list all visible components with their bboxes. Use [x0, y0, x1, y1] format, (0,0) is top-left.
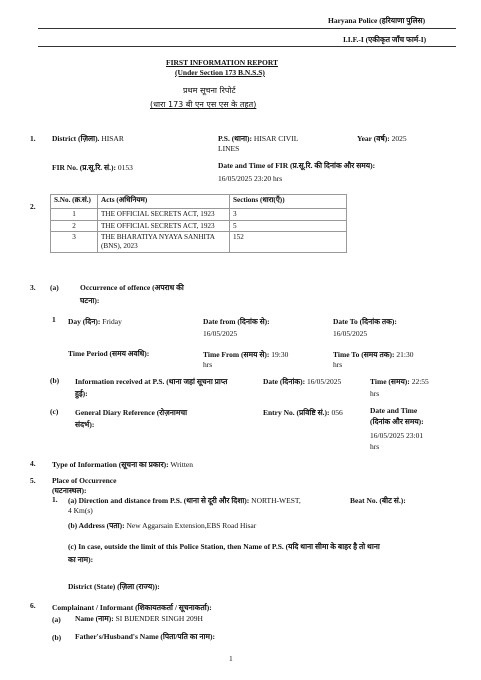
title-en: FIRST INFORMATION REPORT: [166, 58, 278, 67]
row-sno: 2: [51, 220, 98, 232]
info-date-value: 16/05/2025: [307, 377, 342, 386]
info-time-row: [370, 378, 429, 387]
s6a-label: (a): [52, 615, 61, 624]
time-from-row: [203, 351, 288, 360]
entry-label: Entry No. (प्रविष्टि सं.):: [263, 408, 330, 417]
info-time-value: 22:55: [411, 377, 429, 386]
page-number: 1: [229, 654, 233, 663]
day-label: Day (दिन):: [68, 317, 101, 326]
time-from-label: Time From (समय से):: [203, 350, 270, 359]
s2-num: 2.: [30, 202, 36, 211]
date-from-value: 16/05/2025: [203, 329, 238, 338]
time-period-label: Time Period (समय अवधि):: [68, 349, 150, 358]
distance-value: 4 Km(s): [68, 506, 93, 515]
date-to-value: 16/05/2025: [333, 329, 368, 338]
day-row: [68, 318, 122, 327]
gd-ref-label-cont: संदर्भ):: [75, 420, 95, 429]
col-acts: Acts (अधिनियम): [98, 195, 230, 209]
address-label: (b) Address (पता):: [68, 521, 125, 530]
table-row: [51, 209, 347, 221]
table-row: [51, 232, 347, 252]
name-row: [75, 615, 203, 624]
outside-ps-label-cont: का नाम):: [68, 555, 94, 564]
hrs-label: hrs: [273, 174, 283, 183]
row-sno: 3: [51, 232, 98, 252]
fir-label: FIR No. (प्र.सू.रि. सं.):: [52, 163, 116, 172]
s3c-label: (c): [50, 407, 59, 416]
row-act: THE OFFICIAL SECRETS ACT, 1923: [98, 209, 230, 221]
ps-value: HISAR CIVIL: [253, 134, 299, 143]
place-label: Place of Occurrence: [52, 476, 117, 485]
header-rule: [38, 28, 456, 29]
info-time-label: Time (समय):: [370, 377, 410, 386]
info-received-label-cont: हुई):: [75, 389, 88, 398]
direction-label: (a) Direction and distance from P.S. (थाना से दूरी और दिशा):: [68, 496, 250, 505]
hrs-label: hrs: [370, 389, 380, 398]
place-label-cont: (घटनास्थल):: [52, 486, 87, 495]
row-section: 5: [230, 220, 347, 232]
acts-table-header: [51, 195, 347, 209]
info-date-label: Date (दिनांक):: [263, 377, 306, 386]
row-section: 152: [230, 232, 347, 252]
s6-num: 6.: [30, 601, 36, 610]
date-to-label: Date To (दिनांक तक):: [333, 317, 397, 326]
date-from-label: Date from (दिनांक से):: [203, 317, 270, 326]
district-label: District (ज़िला).: [52, 134, 100, 143]
year-label: Year (वर्ष):: [357, 134, 390, 143]
occ-row-num: 1: [52, 315, 56, 324]
s3b-label: (b): [50, 376, 60, 385]
form-name: I.I.F.-I (एकीकृत जाँच फार्म-I): [343, 35, 427, 44]
s3a-label: (a): [50, 283, 59, 292]
gd-datetime-label: Date and Time: [370, 406, 418, 415]
time-to-value: 21:30: [396, 350, 414, 359]
ps-row: [218, 135, 298, 144]
address-row: [68, 522, 256, 531]
entry-row: [263, 409, 343, 418]
title-en-sub: (Under Section 173 B.N.S.S): [175, 68, 265, 77]
ps-label: P.S. (थाना):: [218, 134, 253, 143]
title-hi-sub: (धारा 173 बी एन एस एस के तहत): [150, 100, 257, 109]
org-name: Haryana Police (हरियाणा पुलिस): [328, 16, 426, 25]
direction-row: [68, 497, 301, 506]
hrs-label: hrs: [370, 442, 380, 451]
row-act: THE OFFICIAL SECRETS ACT, 1923: [98, 220, 230, 232]
district-row: [52, 135, 124, 144]
title-hi: प्रथम सूचना रिपोर्ट: [183, 86, 236, 95]
entry-value: 056: [331, 408, 343, 417]
fir-datetime-row: [218, 175, 282, 184]
s4-num: 4.: [30, 459, 36, 468]
beat-label: Beat No. (बीट सं.):: [350, 496, 406, 505]
fir-row: [52, 164, 133, 173]
district-state-label: District (State) (ज़िला (राज्य)):: [68, 582, 160, 591]
year-value: 2025: [391, 134, 407, 143]
info-received-label: Information received at P.S. (थाना जहां सूचना प्राप्त: [75, 377, 228, 386]
name-label: Name (नाम):: [75, 614, 114, 623]
table-row: [51, 220, 347, 232]
s6b-label: (b): [52, 633, 62, 642]
row-sno: 1: [51, 209, 98, 221]
s3-num: 3.: [30, 283, 36, 292]
place-sub-num: 1.: [52, 495, 58, 504]
row-act: THE BHARATIYA NYAYA SANHITA (BNS), 2023: [98, 232, 230, 252]
acts-table: [50, 194, 347, 253]
ps-value-cont: LINES: [218, 144, 240, 153]
time-to-label: Time To (समय तक):: [333, 350, 395, 359]
s5-num: 5.: [30, 476, 36, 485]
outside-ps-label: (c) In case, outside the limit of this Police Station, then Name of P.S. (यदि थाना सीमा के बाहर है तो थाना: [68, 542, 380, 551]
father-name-label: Father's/Husband's Name (पिता/पति का नाम):: [75, 632, 215, 641]
hrs-label: hrs: [333, 360, 343, 369]
complainant-label: Complainant / Informant (शिकायतकर्ता / सूचनाकर्ता):: [52, 603, 212, 612]
col-sections: Sections (धारा(एँ)): [230, 195, 347, 209]
row-section: 3: [230, 209, 347, 221]
time-to-row: [333, 351, 413, 360]
hrs-label: hrs: [203, 360, 213, 369]
occurrence-label: Occurrence of offence (अपराध की: [80, 283, 184, 292]
s1-num: 1.: [30, 134, 36, 143]
gd-ref-label: General Diary Reference (रोज़नामचा: [75, 408, 188, 417]
day-value: Friday: [102, 317, 122, 326]
district-value: HISAR: [101, 134, 124, 143]
fir-datetime-label: Date and Time of FIR (प्र.सू.रि. की दिनांक और समय):: [218, 161, 376, 170]
info-type-row: [52, 461, 193, 470]
col-sno: S.No. (क्र.सं.): [51, 195, 98, 209]
address-value: New Aggarsain Extension,EBS Road Hisar: [126, 521, 257, 530]
fir-value: 0153: [117, 163, 133, 172]
gd-datetime-value: 16/05/2025 23:01: [370, 431, 424, 440]
info-date-row: [263, 378, 341, 387]
fir-datetime-value: 16/05/2025 23:20: [218, 174, 272, 183]
info-type-value: Written: [170, 460, 194, 469]
gd-datetime-label-cont: (दिनांक और समय):: [370, 417, 424, 426]
name-value: SI BIJENDER SINGH 209H: [115, 614, 203, 623]
occurrence-label-cont: घटना):: [80, 296, 100, 305]
header-rule-2: [38, 46, 456, 47]
direction-value: NORTH-WEST,: [251, 496, 301, 505]
year-row: [357, 135, 407, 144]
time-from-value: 19:30: [271, 350, 289, 359]
info-type-label: Type of Information (सूचना का प्रकार):: [52, 460, 169, 469]
